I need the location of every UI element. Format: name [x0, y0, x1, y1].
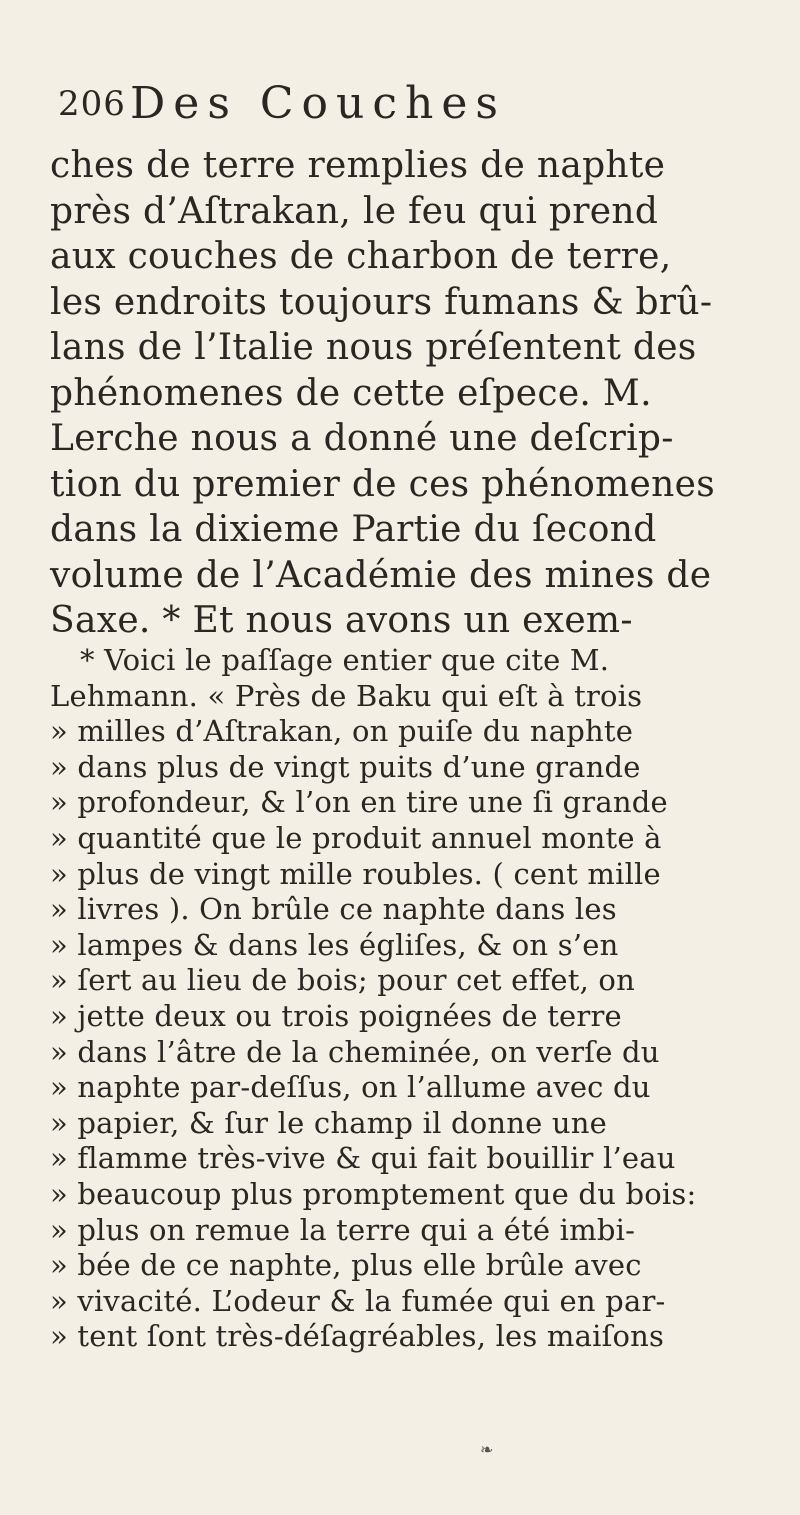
footnote-line: » dans plus de vingt puits d’une grande	[50, 749, 641, 784]
main-text-line: Saxe. * Et nous avons un exem-	[50, 600, 633, 641]
main-text-line: volume de l’Académie des mines de	[50, 554, 712, 596]
main-text-line: lans de l’Italie nous préſentent des	[50, 327, 697, 368]
footnote-line: » plus on remue la terre qui a été imbi-	[50, 1212, 636, 1247]
footnote-line: » tent ſont très-déſagréables, les maiſons	[50, 1319, 665, 1354]
footnote-line: » beaucoup plus promptement que du bois:	[50, 1176, 697, 1211]
footnote-line: » quantité que le produit annuel monte à	[50, 820, 662, 855]
main-text-line: phénomenes de cette eſpece. M.	[50, 372, 652, 414]
printer-mark: ❧	[480, 1440, 494, 1459]
main-text-line: Lerche nous a donné une deſcrip-	[50, 418, 674, 459]
main-text-line: aux couches de charbon de terre,	[50, 236, 672, 277]
footnote-line: » milles d’Aſtrakan, on puiſe du naphte	[50, 714, 634, 749]
footnote-line: » flamme très-vive & qui fait bouillir l’eau	[50, 1141, 676, 1176]
main-text-line: ches de terre remplies de naphte	[50, 145, 666, 186]
main-text-line: dans la dixieme Partie du ſecond	[50, 509, 657, 550]
footnote-line: * Voici le paſſage entier que cite M.	[80, 643, 610, 677]
footnote-line: » dans l’âtre de la cheminée, on verſe du	[50, 1034, 660, 1069]
footnote	[50, 643, 790, 1355]
footnote-line: » bée de ce naphte, plus elle brûle avec	[50, 1248, 642, 1283]
footnote-line: » jette deux ou trois poignées de terre	[50, 998, 622, 1033]
footnote-line: Lehmann. « Près de Baku qui eſt à trois	[50, 678, 643, 713]
footnote-line: » ſert au lieu de bois; pour cet effet, on	[50, 963, 635, 998]
footnote-line: » profondeur, & l’on en tire une ſi grande	[50, 785, 668, 820]
footnote-line: » papier, & ſur le champ il donne une	[50, 1105, 608, 1140]
page-number: 206	[58, 84, 126, 124]
running-title: Des Couches	[130, 78, 506, 129]
footnote-line: » naphte par-deſſus, on l’allume avec du	[50, 1070, 651, 1105]
running-head	[0, 78, 800, 138]
main-text-line: les endroits toujours fumans & brû-	[50, 281, 713, 323]
footnote-line: » plus de vingt mille roubles. ( cent mille	[50, 856, 661, 891]
main-text-line: tion du premier de ces phénomenes	[50, 463, 716, 505]
footnote-line: » livres ). On brûle ce naphte dans les	[50, 892, 617, 927]
footnote-line: » vivacité. L’odeur & la fumée qui en par-	[50, 1283, 666, 1318]
footnote-line: » lampes & dans les égliſes, & on s’en	[50, 927, 619, 962]
main-text	[50, 143, 790, 644]
main-text-line: près d’Aſtrakan, le feu qui prend	[50, 190, 659, 232]
